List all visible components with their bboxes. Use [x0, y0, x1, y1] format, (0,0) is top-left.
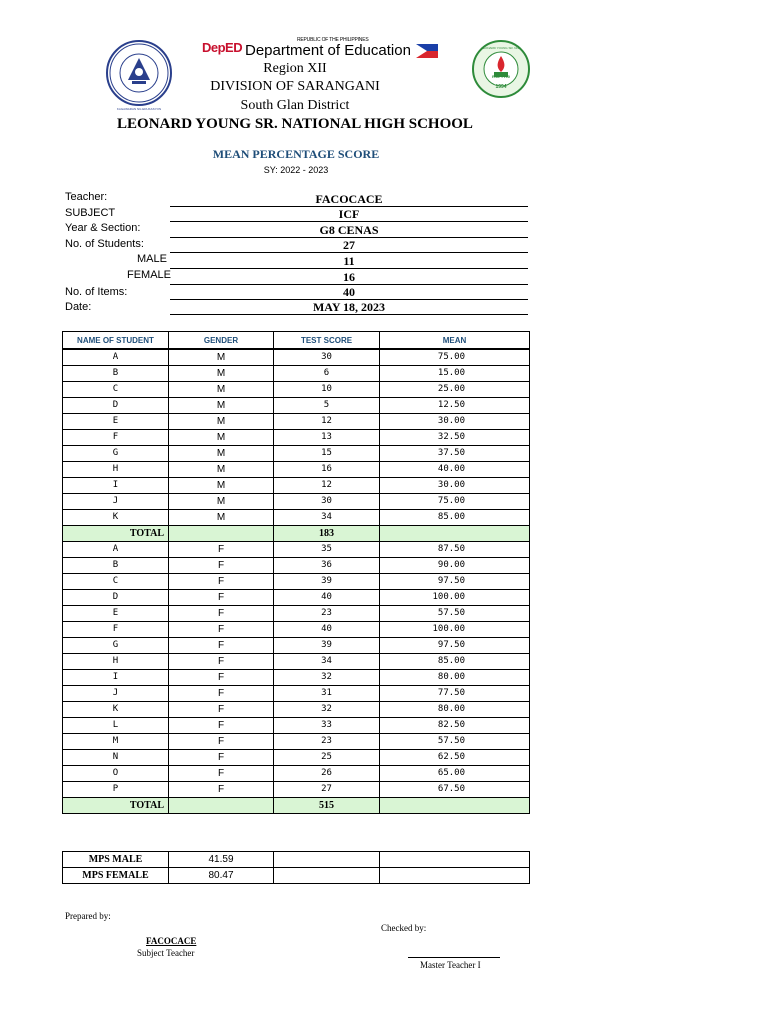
school-seal-ra: R.A. 7790 [491, 74, 510, 79]
mean-cell: 62.50 [380, 750, 530, 766]
test-score-cell: 26 [274, 766, 380, 782]
total-score: 183 [274, 526, 380, 542]
teacher-value: FACOCACE [170, 192, 528, 207]
mps-female-value: 80.47 [169, 868, 274, 884]
test-score-cell: 30 [274, 494, 380, 510]
student-name-cell: M [63, 734, 169, 750]
student-name-cell: D [63, 398, 169, 414]
mean-cell: 37.50 [380, 446, 530, 462]
test-score-cell: 13 [274, 430, 380, 446]
test-score-cell: 12 [274, 414, 380, 430]
section-value: G8 CENAS [170, 223, 528, 238]
female-value: 16 [170, 270, 528, 285]
school-name: LEONARD YOUNG SR. NATIONAL HIGH SCHOOL [117, 116, 473, 132]
mean-cell: 57.50 [380, 734, 530, 750]
gender-cell: F [169, 750, 274, 766]
mean-cell: 67.50 [380, 782, 530, 798]
table-row [63, 366, 530, 382]
student-name-cell: D [63, 590, 169, 606]
student-name-cell: H [63, 462, 169, 478]
deped-seal-logo [106, 40, 172, 106]
table-row [63, 398, 530, 414]
table-row [63, 574, 530, 590]
mean-cell: 80.00 [380, 670, 530, 686]
student-name-cell: F [63, 430, 169, 446]
mean-cell: 87.50 [380, 542, 530, 558]
test-score-cell: 34 [274, 654, 380, 670]
mps-female-label: MPS FEMALE [63, 868, 169, 884]
school-seal-year: 1994 [495, 84, 507, 90]
deped-logo: DepED [202, 40, 243, 55]
students-value: 27 [170, 238, 528, 253]
table-row [63, 349, 530, 366]
test-score-cell: 39 [274, 574, 380, 590]
header-mean: MEAN [380, 332, 530, 350]
gender-cell: M [169, 382, 274, 398]
test-score-cell: 23 [274, 734, 380, 750]
test-score-cell: 23 [274, 606, 380, 622]
student-name-cell: J [63, 686, 169, 702]
section-label: Year & Section: [65, 222, 141, 234]
mean-cell: 30.00 [380, 478, 530, 494]
table-row [63, 734, 530, 750]
test-score-cell: 36 [274, 558, 380, 574]
report-title: MEAN PERCENTAGE SCORE [212, 147, 380, 161]
mean-cell: 75.00 [380, 494, 530, 510]
gender-cell: M [169, 494, 274, 510]
mean-cell: 80.00 [380, 702, 530, 718]
gender-cell: F [169, 670, 274, 686]
table-row [63, 462, 530, 478]
gender-cell: F [169, 766, 274, 782]
mean-cell: 40.00 [380, 462, 530, 478]
mean-cell: 77.50 [380, 686, 530, 702]
test-score-cell: 12 [274, 478, 380, 494]
table-row [63, 494, 530, 510]
mps-male-label: MPS MALE [63, 852, 169, 868]
table-row [63, 622, 530, 638]
student-name-cell: G [63, 446, 169, 462]
mean-cell: 12.50 [380, 398, 530, 414]
header-test-score: TEST SCORE [274, 332, 380, 350]
table-row [63, 702, 530, 718]
mean-cell: 100.00 [380, 622, 530, 638]
table-row [63, 654, 530, 670]
total-label: TOTAL [63, 798, 169, 814]
gender-cell: F [169, 718, 274, 734]
subject-label: SUBJECT [65, 207, 116, 219]
table-row [63, 446, 530, 462]
table-row [63, 766, 530, 782]
student-name-cell: L [63, 718, 169, 734]
test-score-cell: 5 [274, 398, 380, 414]
table-row [63, 638, 530, 654]
student-name-cell: A [63, 542, 169, 558]
division-text: DIVISION OF SARANGANI [210, 79, 380, 94]
district-text: South Glan District [240, 98, 350, 113]
student-name-cell: J [63, 494, 169, 510]
gender-cell: F [169, 782, 274, 798]
mean-cell: 30.00 [380, 414, 530, 430]
mean-cell: 85.00 [380, 510, 530, 526]
mean-cell: 97.50 [380, 638, 530, 654]
school-year: SY: 2022 - 2023 [263, 165, 329, 175]
gender-cell: F [169, 622, 274, 638]
test-score-cell: 33 [274, 718, 380, 734]
region-text: Region XII [263, 61, 327, 76]
gender-cell: M [169, 414, 274, 430]
mean-cell: 82.50 [380, 718, 530, 734]
table-row [63, 382, 530, 398]
gender-cell: F [169, 606, 274, 622]
mean-cell: 25.00 [380, 382, 530, 398]
student-name-cell: I [63, 670, 169, 686]
student-name-cell: N [63, 750, 169, 766]
signature-line [408, 957, 500, 958]
female-total-row [63, 798, 530, 814]
mean-cell: 65.00 [380, 766, 530, 782]
gender-cell: F [169, 542, 274, 558]
mps-male-value: 41.59 [169, 852, 274, 868]
preparer-name: FACOCACE [146, 936, 197, 946]
gender-cell: F [169, 686, 274, 702]
test-score-cell: 30 [274, 349, 380, 366]
student-name-cell: I [63, 478, 169, 494]
student-name-cell: K [63, 510, 169, 526]
mean-cell: 85.00 [380, 654, 530, 670]
teacher-label: Teacher: [65, 191, 108, 203]
test-score-cell: 25 [274, 750, 380, 766]
test-score-cell: 34 [274, 510, 380, 526]
left-seal-text: KAGAWARAN NG EDUKASYON [116, 107, 162, 111]
student-name-cell: K [63, 702, 169, 718]
items-label: No. of Items: [65, 286, 128, 298]
gender-cell: M [169, 478, 274, 494]
preparer-title: Subject Teacher [137, 948, 195, 958]
test-score-cell: 32 [274, 670, 380, 686]
gender-cell: M [169, 366, 274, 382]
mean-cell: 75.00 [380, 349, 530, 366]
student-name-cell: G [63, 638, 169, 654]
student-name-cell: A [63, 349, 169, 366]
student-name-cell: O [63, 766, 169, 782]
gender-cell: F [169, 574, 274, 590]
gender-cell: M [169, 430, 274, 446]
test-score-cell: 16 [274, 462, 380, 478]
gender-cell: F [169, 654, 274, 670]
gender-cell: M [169, 446, 274, 462]
test-score-cell: 39 [274, 638, 380, 654]
total-score: 515 [274, 798, 380, 814]
student-name-cell: E [63, 606, 169, 622]
gender-cell: F [169, 590, 274, 606]
mean-cell: 15.00 [380, 366, 530, 382]
mps-table [62, 851, 530, 884]
test-score-cell: 40 [274, 590, 380, 606]
gender-cell: M [169, 510, 274, 526]
test-score-cell: 27 [274, 782, 380, 798]
table-row [63, 510, 530, 526]
gender-cell: F [169, 638, 274, 654]
table-row [63, 590, 530, 606]
student-name-cell: B [63, 366, 169, 382]
student-name-cell: C [63, 574, 169, 590]
checked-by-label: Checked by: [381, 923, 427, 933]
header-name: NAME OF STUDENT [63, 332, 169, 350]
table-row [63, 414, 530, 430]
male-total-row [63, 526, 530, 542]
student-name-cell: H [63, 654, 169, 670]
table-row [63, 606, 530, 622]
student-name-cell: E [63, 414, 169, 430]
table-row [63, 478, 530, 494]
prepared-by-label: Prepared by: [65, 911, 111, 921]
table-row [63, 542, 530, 558]
test-score-cell: 35 [274, 542, 380, 558]
date-label: Date: [65, 301, 92, 313]
mps-male-row [63, 852, 530, 868]
test-score-cell: 15 [274, 446, 380, 462]
test-score-cell: 32 [274, 702, 380, 718]
mean-cell: 57.50 [380, 606, 530, 622]
header-gender: GENDER [169, 332, 274, 350]
test-score-cell: 10 [274, 382, 380, 398]
mps-female-row [63, 868, 530, 884]
table-row [63, 430, 530, 446]
gender-cell: M [169, 398, 274, 414]
student-name-cell: B [63, 558, 169, 574]
mean-cell: 97.50 [380, 574, 530, 590]
table-row [63, 750, 530, 766]
philippine-flag-icon [416, 44, 438, 58]
mean-cell: 32.50 [380, 430, 530, 446]
student-name-cell: F [63, 622, 169, 638]
student-name-cell: P [63, 782, 169, 798]
table-row [63, 686, 530, 702]
male-value: 11 [170, 254, 528, 269]
table-row [63, 558, 530, 574]
items-value: 40 [170, 285, 528, 300]
subject-value: ICF [170, 207, 528, 222]
checker-title: Master Teacher I [420, 960, 481, 970]
test-score-cell: 31 [274, 686, 380, 702]
gender-cell: M [169, 462, 274, 478]
department-title: Department of Education [245, 42, 411, 59]
test-score-cell: 40 [274, 622, 380, 638]
table-row [63, 782, 530, 798]
gender-cell: M [169, 349, 274, 366]
gender-cell: F [169, 702, 274, 718]
gender-cell: F [169, 734, 274, 750]
total-label: TOTAL [63, 526, 169, 542]
test-score-cell: 6 [274, 366, 380, 382]
table-row [63, 718, 530, 734]
table-header-row [63, 332, 530, 350]
male-label: MALE [137, 253, 167, 265]
student-name-cell: C [63, 382, 169, 398]
republic-text: REPUBLIC OF THE PHILIPPINES [297, 37, 369, 43]
mean-cell: 100.00 [380, 590, 530, 606]
students-label: No. of Students: [65, 238, 144, 250]
table-row [63, 670, 530, 686]
gender-cell: F [169, 558, 274, 574]
female-label: FEMALE [127, 269, 172, 281]
date-value: MAY 18, 2023 [170, 300, 528, 315]
school-seal-name: LEONARD YOUNG SR. NHS [481, 46, 521, 50]
mean-cell: 90.00 [380, 558, 530, 574]
scores-table [62, 331, 530, 814]
